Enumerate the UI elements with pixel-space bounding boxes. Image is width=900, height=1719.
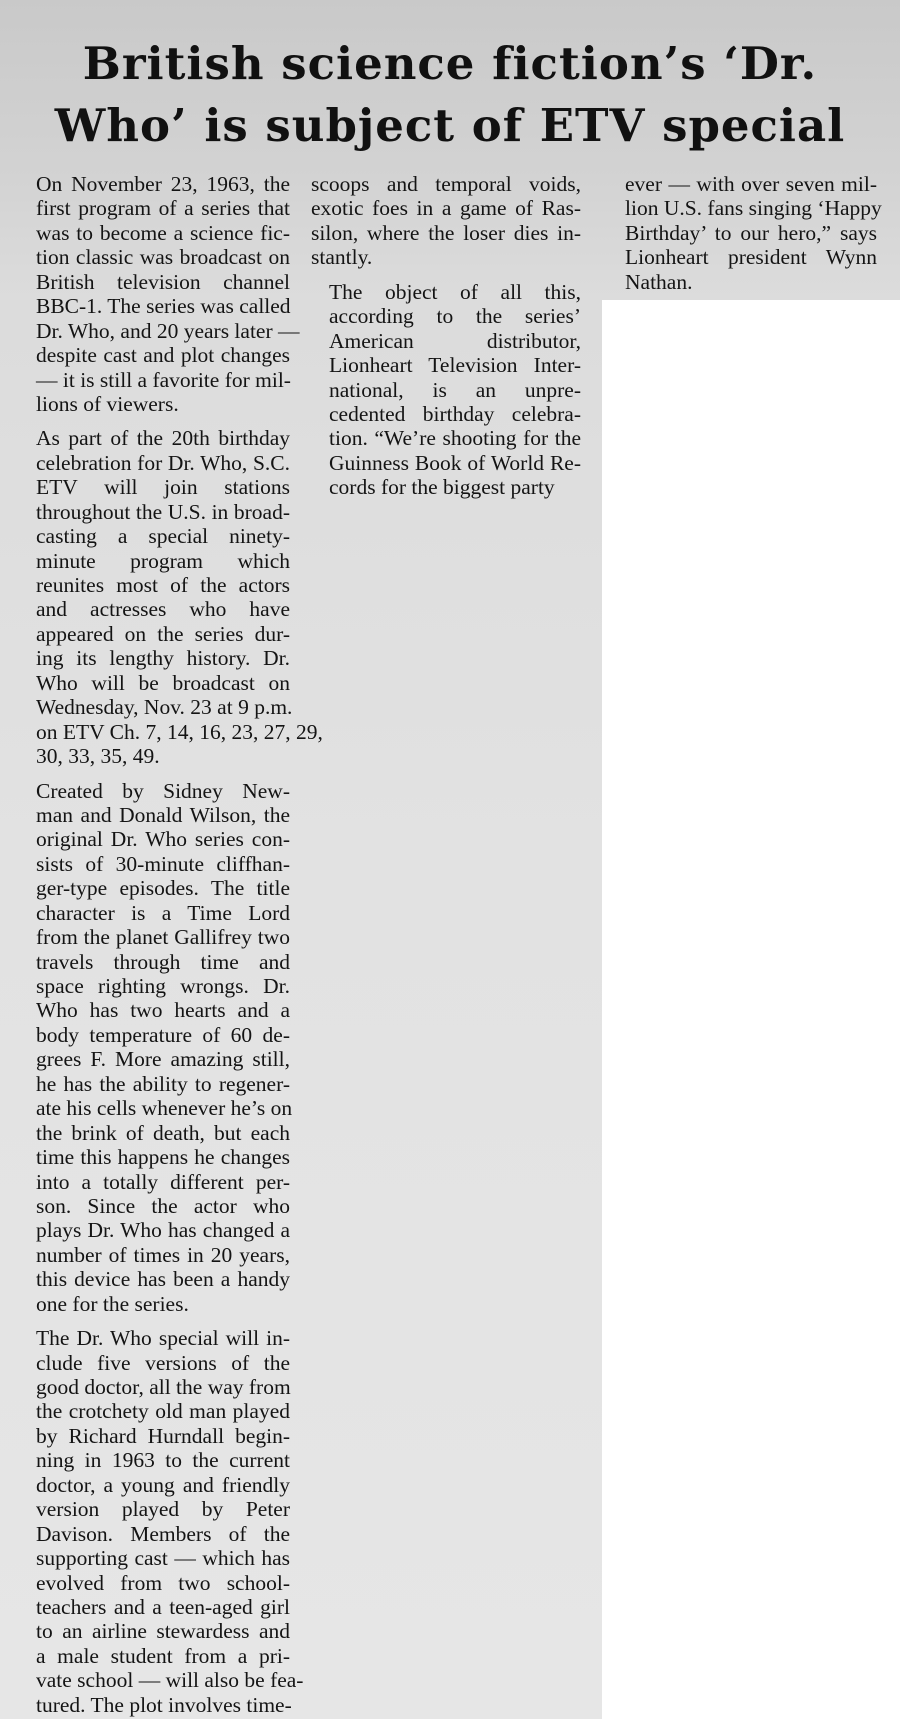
text-line: time this happens he changes	[36, 1145, 290, 1170]
article-column-3	[607, 172, 882, 294]
text-line: Guinness Book of World Re-	[329, 450, 581, 475]
text-line: reunites most of the actors	[36, 573, 290, 597]
paragraph	[18, 172, 300, 416]
text-line: body temperature of 60 de-	[36, 1022, 290, 1047]
text-line: travels through time and	[36, 949, 290, 974]
text-line: Lionheart Television Inter-	[329, 353, 581, 378]
text-line: grees F. More amazing still,	[36, 1047, 290, 1072]
text-line: clude five versions of the	[36, 1350, 290, 1375]
text-line: according to the series’	[329, 304, 581, 329]
text-line: vate school — will also be fea-	[36, 1668, 304, 1693]
text-line: into a totally different per-	[36, 1169, 290, 1194]
paragraph	[18, 1326, 304, 1717]
text-line: by Richard Hurndall begin-	[36, 1423, 290, 1448]
text-line: version played by Peter	[36, 1497, 290, 1522]
text-line: casting a special ninety-	[36, 524, 290, 549]
headline	[0, 33, 900, 157]
text-line: Dr. Who, and 20 years later —	[36, 318, 300, 343]
text-line: the brink of death, but each	[36, 1120, 290, 1145]
text-line: despite cast and plot changes	[36, 343, 290, 368]
text-line: first program of a series that	[36, 196, 290, 221]
text-line: scoops and temporal voids,	[311, 172, 581, 196]
text-line: BBC-1. The series was called	[36, 294, 291, 319]
text-line: cords for the biggest party	[329, 475, 555, 500]
text-line: The Dr. Who special will in-	[36, 1326, 290, 1351]
text-line: a male student from a pri-	[36, 1643, 290, 1668]
text-line: American distributor,	[329, 328, 581, 353]
text-line: was to become a science fic-	[36, 220, 290, 245]
headline-line-2: Who’ is subject of ETV special	[54, 99, 846, 152]
text-line: character is a Time Lord	[36, 900, 290, 925]
text-line: Wednesday, Nov. 23 at 9 p.m.	[36, 695, 293, 720]
text-line: evolved from two school-	[36, 1570, 290, 1595]
text-line: good doctor, all the way from	[36, 1375, 291, 1399]
text-line: supporting cast — which has	[36, 1546, 290, 1571]
text-line: As part of the 20th birthday	[36, 426, 290, 451]
text-line: — it is still a favorite for mil-	[36, 367, 291, 392]
text-line: lion U.S. fans singing ‘Happy	[625, 196, 882, 221]
paragraph	[18, 426, 323, 769]
text-line: and actresses who have	[36, 597, 290, 622]
headline-line-1: British science fiction’s ‘Dr.	[82, 37, 818, 90]
text-line: from the planet Gallifrey two	[36, 925, 290, 950]
text-line: number of times in 20 years,	[36, 1242, 290, 1267]
paragraph	[311, 280, 581, 500]
article-column-2	[311, 172, 581, 500]
paragraph	[607, 172, 882, 294]
text-line: Davison. Members of the	[36, 1521, 290, 1546]
text-line: British television channel	[36, 269, 290, 294]
paragraph	[311, 172, 581, 270]
text-line: On November 23, 1963, the	[36, 172, 290, 196]
text-line: son. Since the actor who	[36, 1193, 290, 1218]
text-line: celebration for Dr. Who, S.C.	[36, 450, 290, 475]
text-line: silon, where the loser dies in-	[311, 220, 581, 245]
text-line: ing its lengthy history. Dr.	[36, 646, 290, 671]
text-line: ger-type episodes. The title	[36, 876, 290, 901]
text-line: The object of all this,	[329, 279, 581, 304]
text-line: on ETV Ch. 7, 14, 16, 23, 27, 29,	[36, 719, 323, 744]
text-line: to an airline stewardess and	[36, 1619, 290, 1644]
text-line: teachers and a teen-aged girl	[36, 1594, 290, 1619]
text-line: space righting wrongs. Dr.	[36, 974, 290, 998]
text-line: Lionheart president Wynn	[625, 245, 877, 270]
text-line: Birthday’ to our hero,” says	[625, 220, 877, 245]
article-column-1	[18, 172, 323, 1717]
text-line: cedented birthday celebra-	[329, 401, 581, 426]
text-line: national, is an unpre-	[329, 377, 581, 402]
text-line: the crotchety old man played	[36, 1399, 290, 1424]
text-line: Created by Sidney New-	[36, 778, 290, 803]
text-line: one for the series.	[36, 1291, 189, 1316]
text-line: appeared on the series dur-	[36, 621, 290, 646]
text-line: Who has two hearts and a	[36, 998, 290, 1023]
text-line: man and Donald Wilson, the	[36, 802, 290, 827]
text-line: minute program which	[36, 548, 290, 573]
text-line: this device has been a handy	[36, 1267, 290, 1292]
text-line: exotic foes in a game of Ras-	[311, 196, 581, 221]
text-line: doctor, a young and friendly	[36, 1472, 290, 1497]
text-line: Nathan.	[625, 269, 693, 294]
text-line: Who will be broadcast on	[36, 670, 290, 695]
text-line: ever — with over seven mil-	[625, 172, 877, 196]
text-line: 30, 33, 35, 49.	[36, 744, 160, 769]
text-line: throughout the U.S. in broad-	[36, 499, 290, 524]
text-line: plays Dr. Who has changed a	[36, 1218, 290, 1243]
text-line: tured. The plot involves time-	[36, 1692, 292, 1717]
text-line: he has the ability to regener-	[36, 1071, 290, 1096]
text-line: ning in 1963 to the current	[36, 1448, 290, 1473]
text-line: original Dr. Who series con-	[36, 827, 290, 852]
text-line: tion classic was broadcast on	[36, 245, 290, 270]
text-line: ate his cells whenever he’s on	[36, 1096, 293, 1121]
text-line: ETV will join stations	[36, 475, 290, 500]
text-line: lions of viewers.	[36, 391, 179, 416]
text-line: sists of 30-minute cliffhan-	[36, 851, 290, 876]
text-line: tion. “We’re shooting for the	[329, 426, 581, 451]
text-line: stantly.	[311, 245, 373, 270]
paragraph	[18, 778, 293, 1317]
